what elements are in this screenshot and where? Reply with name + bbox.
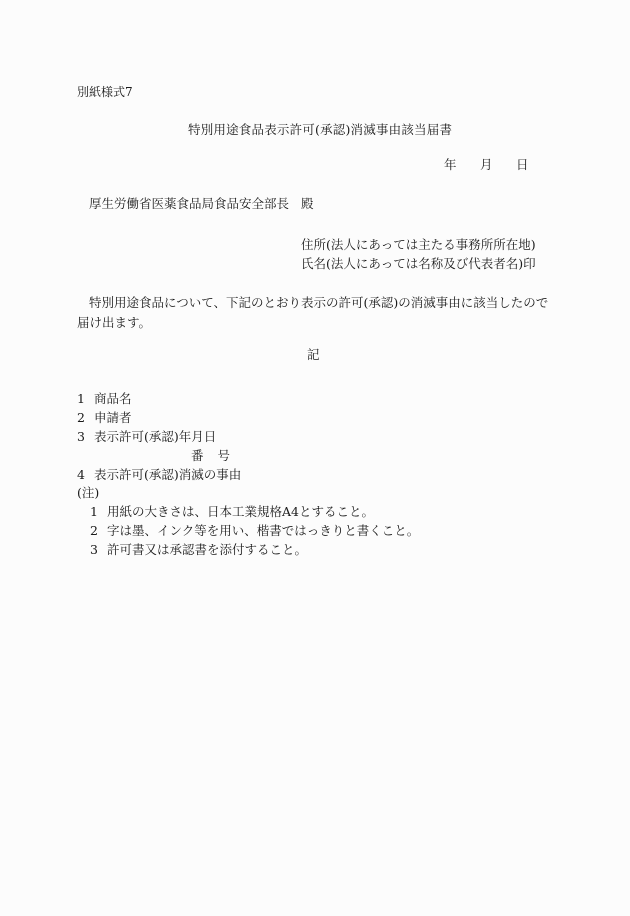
note-item — [77, 521, 419, 540]
date-line — [438, 159, 538, 175]
item-number: 1 — [77, 391, 85, 406]
document-title: 特別用途食品表示許可(承認)消滅事由該当届書 — [188, 122, 453, 137]
item-number: 3 — [77, 429, 85, 444]
item-number: 2 — [77, 410, 85, 425]
form-number: 別紙様式7 — [77, 85, 133, 99]
applicant-name-line: 氏名(法人にあっては名称及び代表者名)印 — [301, 256, 536, 271]
note-number: 1 — [90, 504, 98, 519]
addressee-name: 厚生労働省医薬食品局食品安全部長 — [89, 196, 290, 211]
note-number: 2 — [90, 523, 98, 538]
notes-section — [77, 483, 419, 559]
date-day-label: 日 — [516, 157, 529, 172]
note-number: 3 — [90, 542, 98, 557]
note-text: 字は墨、インク等を用い、楷書ではっきりと書くこと。 — [107, 523, 420, 538]
item-list — [77, 389, 241, 484]
note-item — [77, 502, 419, 521]
note-item — [77, 540, 419, 559]
date-month-label: 月 — [480, 157, 493, 172]
go-label: 号 — [217, 448, 231, 463]
list-item — [77, 427, 241, 446]
ban-label: 番 — [191, 448, 204, 463]
date-year-label: 年 — [444, 157, 457, 172]
body-paragraph: 特別用途食品について、下記のとおり表示の許可(承認)の消滅事由に該当したので届け出ます。 — [77, 295, 549, 330]
addressee — [89, 198, 314, 211]
item-label: 表示許可(承認)年月日 — [94, 429, 217, 444]
ki-heading: 記 — [307, 347, 320, 362]
item-label: 商品名 — [94, 391, 132, 406]
addressee-honorific: 殿 — [301, 196, 314, 211]
note-text: 用紙の大きさは、日本工業規格A4とすること。 — [107, 504, 374, 519]
item-label: 表示許可(承認)消滅の事由 — [94, 467, 242, 482]
item-number: 4 — [77, 467, 85, 482]
notes-heading: (注) — [77, 485, 100, 500]
note-text: 許可書又は承認書を添付すること。 — [107, 542, 308, 557]
applicant-block — [301, 235, 536, 273]
list-item — [77, 465, 241, 484]
item3-number-line — [77, 446, 241, 465]
item-label: 申請者 — [94, 410, 132, 425]
applicant-address-line: 住所(法人にあっては主たる事務所所在地) — [301, 237, 536, 252]
list-item — [77, 408, 241, 427]
list-item — [77, 389, 241, 408]
